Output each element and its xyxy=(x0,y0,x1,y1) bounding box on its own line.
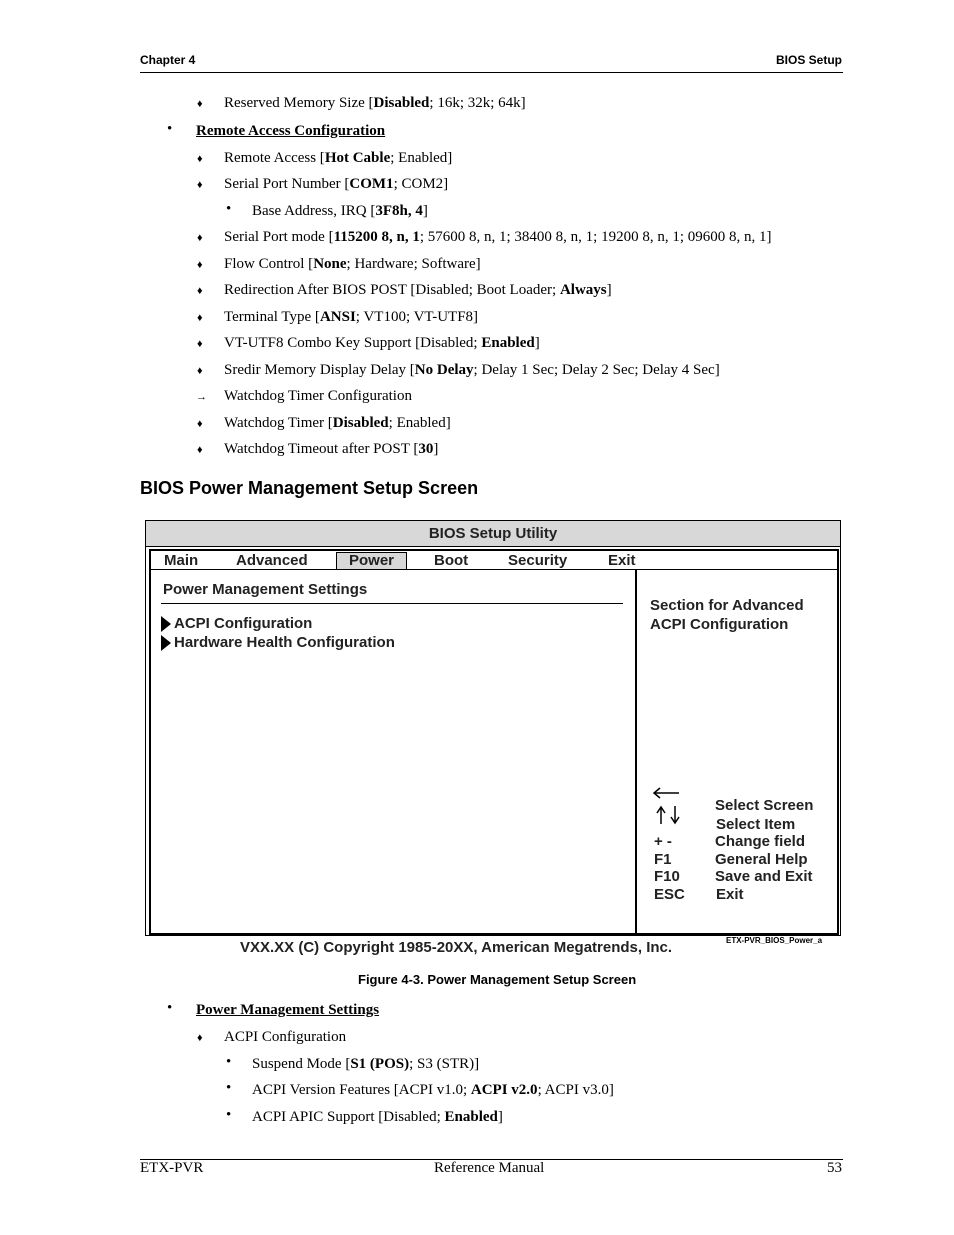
panel-heading: Power Management Settings xyxy=(163,581,368,598)
watchdog-timer-line: Watchdog Timer [Disabled; Enabled] xyxy=(224,415,451,431)
key-action-general-help: General Help xyxy=(715,851,808,868)
diamond-bullet-icon: ♦ xyxy=(197,418,203,430)
base-address-line: Base Address, IRQ [3F8h, 4] xyxy=(252,203,428,219)
submenu-arrow-icon xyxy=(161,616,171,632)
diamond-bullet-icon: ♦ xyxy=(197,153,203,165)
key-action-select-item: Select Item xyxy=(716,816,796,833)
panel-divider xyxy=(635,570,637,933)
footer-doc-title: Reference Manual xyxy=(434,1160,545,1176)
redirection-line: Redirection After BIOS POST [Disabled; Boot Loader; Always] xyxy=(224,282,612,298)
acpi-config-line: ACPI Configuration xyxy=(224,1029,347,1045)
power-management-heading: Power Management Settings xyxy=(196,1002,380,1018)
diamond-bullet-icon: ♦ xyxy=(197,1032,203,1044)
menu-security[interactable]: Security xyxy=(508,552,568,569)
menu-advanced[interactable]: Advanced xyxy=(236,552,308,569)
bios-title: BIOS Setup Utility xyxy=(146,521,840,547)
header-rule xyxy=(140,72,843,73)
small-bullet-icon: • xyxy=(226,1054,232,1070)
item-acpi-configuration[interactable]: ACPI Configuration xyxy=(174,615,313,632)
suspend-mode-line: Suspend Mode [S1 (POS); S3 (STR)] xyxy=(252,1056,480,1072)
figure-image-tag: ETX-PVR_BIOS_Power_a xyxy=(726,936,823,945)
submenu-arrow-icon xyxy=(161,635,171,651)
bios-menu-bar xyxy=(151,551,837,570)
key-action-select-screen: Select Screen xyxy=(715,797,814,814)
page-number: 53 xyxy=(827,1160,842,1176)
bios-copyright: VXX.XX (C) Copyright 1985-20XX, American Megatrends, Inc. xyxy=(240,939,673,956)
sredir-line: Sredir Memory Display Delay [No Delay; Delay 1 Sec; Delay 2 Sec; Delay 4 Sec] xyxy=(224,362,720,378)
diamond-bullet-icon: ♦ xyxy=(197,444,203,456)
remote-access-line: Remote Access [Hot Cable; Enabled] xyxy=(224,150,453,166)
section-label: BIOS Setup xyxy=(775,53,842,67)
acpi-version-line: ACPI Version Features [ACPI v1.0; ACPI v2.0; ACPI v3.0] xyxy=(252,1082,614,1098)
small-bullet-icon: • xyxy=(226,1107,232,1123)
bios-screen xyxy=(145,520,841,936)
arrow-up-down-icon xyxy=(655,804,681,826)
watchdog-config-line: Watchdog Timer Configuration xyxy=(224,388,412,404)
arrow-left-icon xyxy=(651,787,681,799)
diamond-bullet-icon: ♦ xyxy=(197,285,203,297)
menu-main[interactable]: Main xyxy=(164,552,199,569)
small-bullet-icon: • xyxy=(226,201,232,217)
key-action-exit: Exit xyxy=(716,886,744,903)
terminal-type-line: Terminal Type [ANSI; VT100; VT-UTF8] xyxy=(224,309,479,325)
key-plus-minus: + - xyxy=(654,833,672,850)
bullet-icon: • xyxy=(167,1000,173,1016)
diamond-bullet-icon: ♦ xyxy=(197,232,203,244)
remote-access-heading: Remote Access Configuration xyxy=(196,123,386,139)
key-esc: ESC xyxy=(654,886,685,903)
footer-product: ETX-PVR xyxy=(140,1160,204,1176)
help-line-2: ACPI Configuration xyxy=(650,616,789,633)
diamond-bullet-icon: ♦ xyxy=(197,259,203,271)
chapter-label: Chapter 4 xyxy=(140,53,196,67)
watchdog-timeout-line: Watchdog Timeout after POST [30] xyxy=(224,441,439,457)
section-heading: BIOS Power Management Setup Screen xyxy=(140,478,479,498)
key-f10: F10 xyxy=(654,868,680,885)
diamond-bullet-icon: ♦ xyxy=(197,98,203,110)
bios-inner-frame xyxy=(149,549,839,935)
key-action-save-exit: Save and Exit xyxy=(715,868,813,885)
arrow-right-icon: → xyxy=(196,391,207,403)
item-hardware-health[interactable]: Hardware Health Configuration xyxy=(174,634,395,651)
reserved-memory-line: Reserved Memory Size [Disabled; 16k; 32k; 64k] xyxy=(224,95,526,111)
diamond-bullet-icon: ♦ xyxy=(197,365,203,377)
menu-boot[interactable]: Boot xyxy=(434,552,469,569)
serial-port-mode-line: Serial Port mode [115200 8, n, 1; 57600 8, n, 1; 38400 8, n, 1; 19200 8, n, 1; 09600 8, n, 1] xyxy=(224,229,772,245)
panel-heading-rule xyxy=(161,603,623,604)
diamond-bullet-icon: ♦ xyxy=(197,338,203,350)
figure-caption: Figure 4-3. Power Management Setup Screen xyxy=(358,972,637,987)
menu-exit[interactable]: Exit xyxy=(608,552,636,569)
small-bullet-icon: • xyxy=(226,1080,232,1096)
vt-utf8-line: VT-UTF8 Combo Key Support [Disabled; Enabled] xyxy=(224,335,540,351)
key-action-change-field: Change field xyxy=(715,833,806,850)
flow-control-line: Flow Control [None; Hardware; Software] xyxy=(224,256,481,272)
help-line-1: Section for Advanced xyxy=(650,597,804,614)
key-f1: F1 xyxy=(654,851,672,868)
serial-port-number-line: Serial Port Number [COM1; COM2] xyxy=(224,176,449,192)
bullet-icon: • xyxy=(167,121,173,137)
menu-power[interactable]: Power xyxy=(336,552,407,570)
acpi-apic-line: ACPI APIC Support [Disabled; Enabled] xyxy=(252,1109,503,1125)
diamond-bullet-icon: ♦ xyxy=(197,179,203,191)
diamond-bullet-icon: ♦ xyxy=(197,312,203,324)
